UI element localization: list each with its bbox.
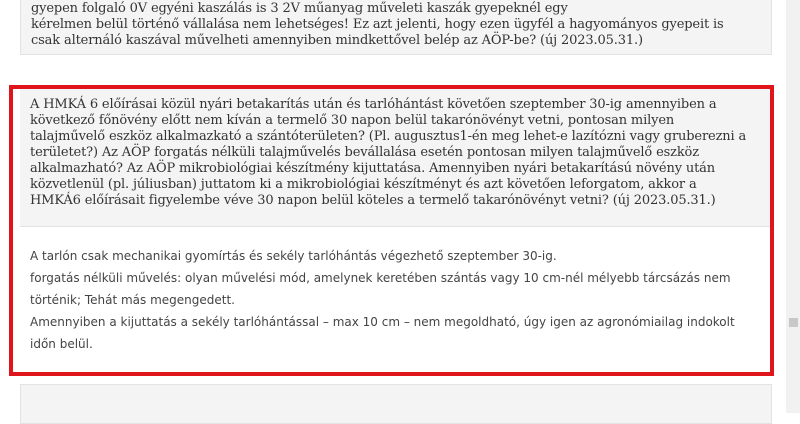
question-line: következő főnövény előtt nem kíván a termelő 30 napon belül takarónövényt vetni, pontosan milyen xyxy=(30,113,675,128)
answer-line-part: forgatás nélküli művelés: olyan művelési mód, amelynek keretében szántás vagy 10 cm-nél mélyebb tárcsázás nem xyxy=(30,271,731,285)
question-line: HMKÁ6 előírásait figyelembe véve 30 napon belül köteles a termelő takarónövényt vetni? (új 2023.05.31.) xyxy=(30,193,716,208)
question-line: A HMKÁ 6 előírásai közül nyári betakarítás után és tarlóhántást követően szeptember 30-ig amennyiben a xyxy=(30,97,717,112)
question-line: talajművelő eszköz alkalmazkató a szántóterületen? (Pl. augusztus1-én meg lehet-e lazítózni vagy gruberezni a xyxy=(30,129,747,144)
answer-line-part: történik; Tehát más megengedett. xyxy=(30,293,235,307)
previous-question-text xyxy=(31,1,761,49)
previous-question-line: kérelmen belül történő vállalása nem lehetséges! Ez azt jelenti, hogy ezen ügyfél a hagyományos gyepeit is xyxy=(31,17,724,32)
question-line: területet?) Az AÖP forgatás nélküli talajművelés bevállalása esetén pontosan milyen talajművelő eszköz xyxy=(30,145,699,160)
answer-line-part: Amennyiben a kijuttatás a sekély tarlóhántással – max 10 cm – nem megoldható, úgy igen az agronómiailag indokolt xyxy=(30,315,735,329)
question-line: alkalmazható? Az AÖP mikrobiológiai készítmény kijuttatása. Amennyiben nyári betakarítású növény után xyxy=(30,161,715,176)
faq-item-previous[interactable] xyxy=(20,0,772,55)
question-line: közvetlenül (pl. júliusban) juttatom ki a mikrobiológiai készítményt és azt követően leforgatom, akkor a xyxy=(30,177,697,192)
previous-question-partial-line: gyepen folgaló 0V egyéni kaszálás is 3 2V műanyag műveleti kaszák gyepeknél egy xyxy=(31,1,568,16)
page-scrollbar[interactable] xyxy=(786,0,800,413)
highlight-frame xyxy=(9,85,774,376)
previous-question-line: csak alternáló kaszával művelheti amennyiben mindkettővel belép az AÖP-be? (új 2023.05.31.) xyxy=(31,33,643,48)
faq-item-next[interactable] xyxy=(20,384,772,424)
answer-line: A tarlón csak mechanikai gyomírtás és sekély tarlóhántás végezhető szeptember 30-ig. xyxy=(30,249,557,263)
answer-line-part: időn belül. xyxy=(30,337,93,351)
scrollbar-thumb[interactable] xyxy=(789,318,798,327)
